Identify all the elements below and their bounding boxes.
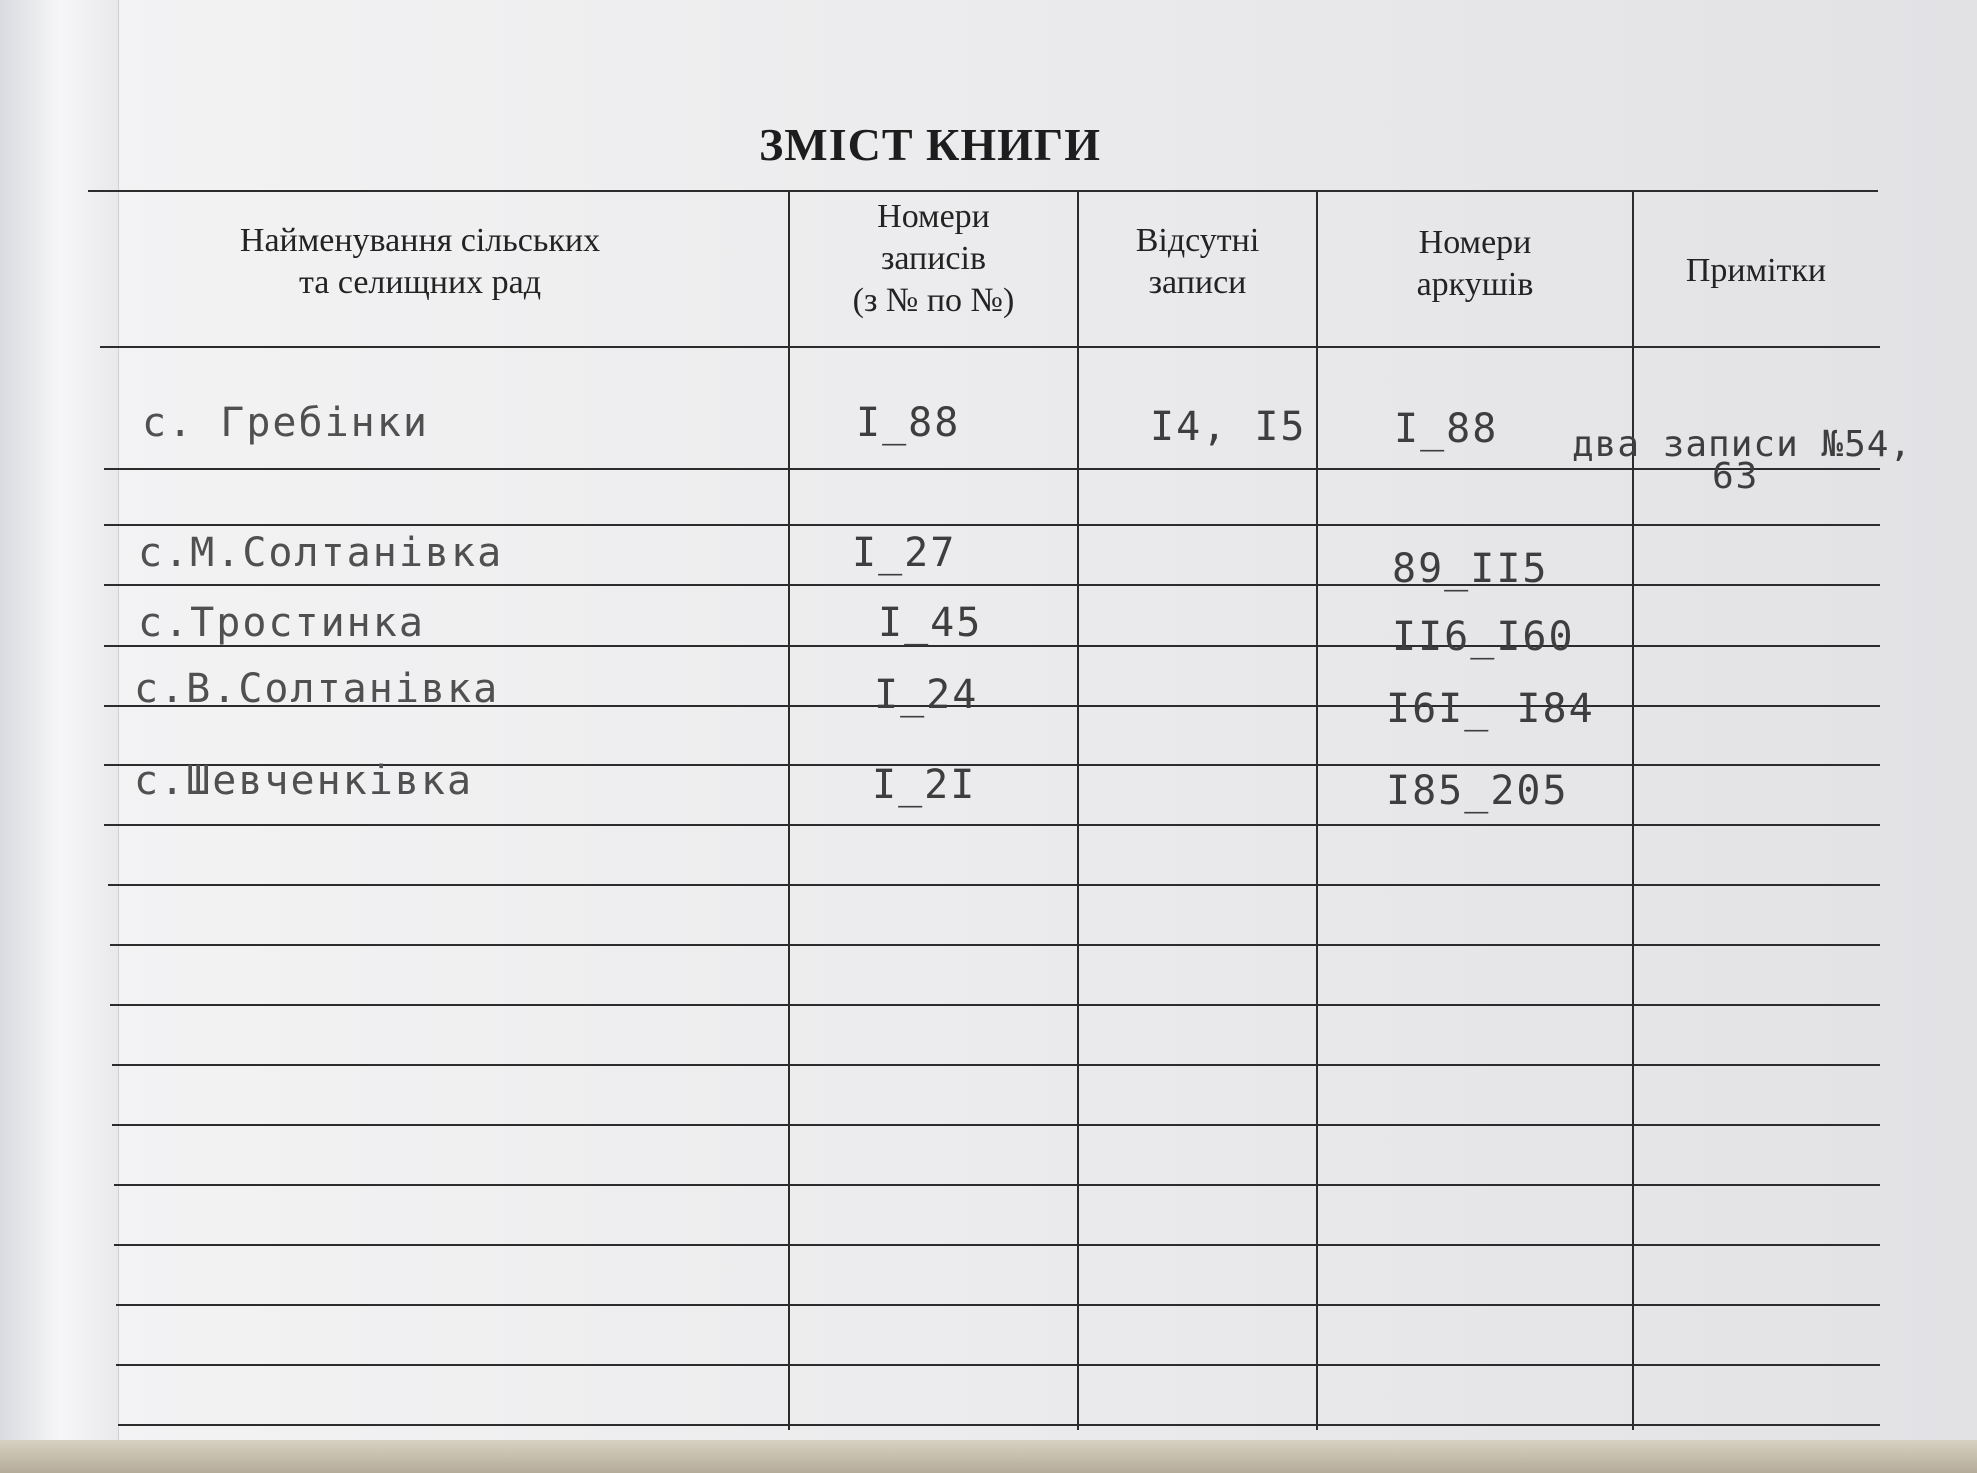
header-line: Номери [1418,224,1532,261]
header-line: записи [1148,264,1247,301]
row-rule [104,524,1880,526]
row-rule [116,1304,1880,1306]
settlement-name: с.М.Солтанівка [138,530,504,576]
sheet-range: 89_ІІ5 [1392,546,1549,592]
record-range: І_88 [856,400,961,446]
sheet-range: І6І_ І84 [1386,686,1595,732]
row-rule [112,1064,1880,1066]
row-rule [108,884,1880,886]
table-bottom-rule [118,1424,1880,1426]
record-range: І_27 [852,530,957,576]
sheet-range: І_88 [1394,406,1499,452]
row-rule [104,468,1880,470]
row-rule [110,944,1880,946]
note-text-continued: 63 [1712,456,1760,497]
row-rule [104,824,1880,826]
settlement-name: с.Тростинка [138,600,425,646]
row-rule [110,1004,1880,1006]
header-missing-records [1079,220,1316,304]
header-line: та селищних рад [298,264,542,301]
row-rule [114,1184,1880,1186]
row-rule [112,1124,1880,1126]
table-top-rule [88,190,1878,192]
header-bottom-rule [100,346,1880,348]
header-line: аркушів [1416,266,1534,303]
settlement-name: с.В.Солтанівка [134,666,500,712]
row-rule [116,1364,1880,1366]
header-settlement-name [100,220,740,304]
header-record-numbers [790,196,1077,322]
record-range: І_45 [878,600,983,646]
header-line: Відсутні [1135,222,1260,259]
settlement-name: с.Шевченківка [134,758,474,804]
row-rule [104,584,1880,586]
settlement-name: с. Гребінки [142,400,429,446]
record-range: І_2І [872,762,977,808]
desk-edge [0,1440,1977,1473]
header-line: записів [880,240,987,277]
page-title: ЗМІСТ КНИГИ [759,119,1101,170]
sheet-range: ІІ6_І60 [1392,614,1575,660]
record-range: І_24 [874,672,979,718]
missing-records: І4, І5 [1150,404,1307,450]
header-line: Найменування сільських [239,222,601,259]
row-rule [114,1244,1880,1246]
sheet-range: І85_205 [1386,768,1569,814]
header-line: Номери [877,198,990,235]
header-line: Примітки [1685,252,1827,289]
header-line: (з № по №) [852,282,1015,319]
header-notes [1634,250,1878,292]
note-text: два записи №54, [1572,424,1913,465]
header-sheet-numbers [1318,222,1632,306]
